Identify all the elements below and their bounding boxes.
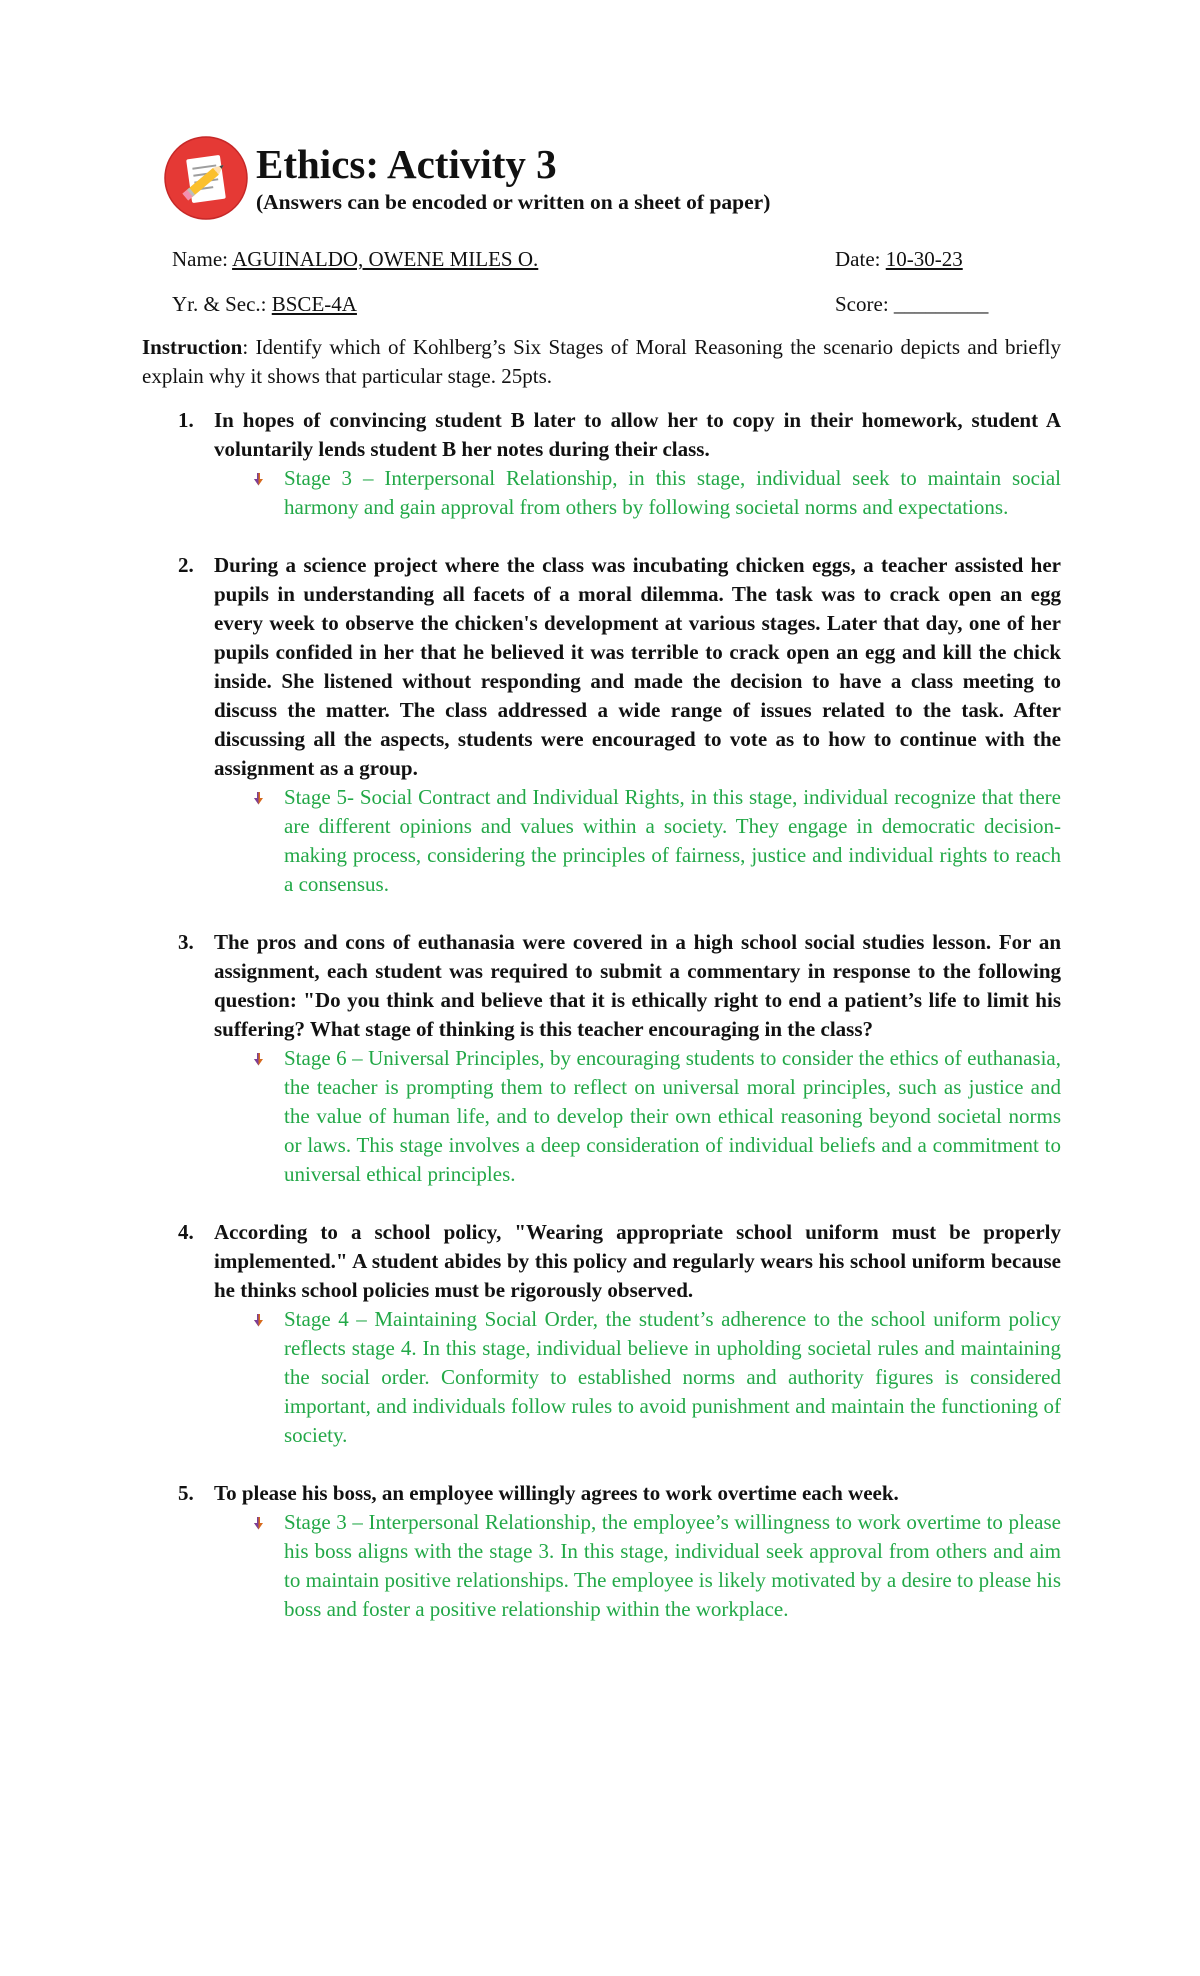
question-number: 3.: [178, 930, 194, 954]
question-text: To please his boss, an employee willingly agrees to work overtime each week.: [214, 1481, 899, 1505]
section-value: BSCE-4A: [271, 292, 357, 316]
date-field: [835, 247, 963, 272]
question-number: 1.: [178, 408, 194, 432]
section-label: Yr. & Sec.:: [172, 292, 267, 316]
document-header: [164, 136, 1064, 226]
score-value: _________: [893, 292, 989, 316]
question-number: 4.: [178, 1220, 194, 1244]
question-number: 2.: [178, 553, 194, 577]
answer-text: Stage 4 – Maintaining Social Order, the student’s adherence to the school uniform policy reflects stage 4. In this stage, individual believe in upholding societal rules and maintaining the social order. Conformity to established norms and authority figures is considered important, and individuals follow rules to avoid punishment and maintain the functioning of society.: [284, 1307, 1061, 1447]
question-list: [142, 406, 1061, 1653]
question-text: The pros and cons of euthanasia were covered in a high school social studies lesson. For an assignment, each student was required to submit a commentary in response to the following question: "Do you think and believe that it is ethically right to end a patient’s life to limit his suffering? What stage of thinking is this teacher encouraging in the class?: [214, 930, 1061, 1041]
document-title: Ethics: Activity 3: [256, 141, 557, 187]
question-text: According to a school policy, "Wearing appropriate school uniform must be properly implemented." A student abides by this policy and regularly wears his school uniform because he thinks school policies must be rigorously observed.: [214, 1220, 1061, 1302]
instruction-label: Instruction: [142, 335, 243, 359]
arrow-bullet-icon: [252, 1053, 265, 1066]
question-item: [142, 406, 1061, 522]
answer-item: [214, 1305, 1061, 1450]
document-subtitle: (Answers can be encoded or written on a sheet of paper): [256, 190, 771, 214]
arrow-bullet-icon: [252, 1517, 265, 1530]
score-field: [835, 292, 988, 317]
answer-item: [214, 783, 1061, 899]
name-field: [172, 247, 538, 272]
notepad-pencil-icon: [164, 136, 248, 220]
name-label: Name:: [172, 247, 228, 271]
arrow-bullet-icon: [252, 792, 265, 805]
question-text: During a science project where the class was incubating chicken eggs, a teacher assisted her pupils in understanding all facets of a moral dilemma. The task was to crack open an egg every week to observe the chicken's development at various stages. Later that day, one of her pupils confided in her that he believed it was terrible to crack open an egg and kill the chick inside. She listened without responding and made the decision to have a class meeting to discuss the matter. The class addressed a wide range of issues related to the task. After discussing all the aspects, students were encouraged to vote as to how to continue with the assignment as a group.: [214, 553, 1061, 780]
question-number: 5.: [178, 1481, 194, 1505]
answer-text: Stage 6 – Universal Principles, by encouraging students to consider the ethics of euthanasia, the teacher is prompting them to reflect on universal moral principles, such as justice and the value of human life, and to develop their own ethical reasoning beyond societal norms or laws. This stage involves a deep consideration of individual beliefs and a commitment to universal ethical principles.: [284, 1046, 1061, 1186]
arrow-bullet-icon: [252, 473, 265, 486]
question-item: [142, 928, 1061, 1189]
answer-text: Stage 3 – Interpersonal Relationship, in this stage, individual seek to maintain social harmony and gain approval from others by following societal norms and expectations.: [284, 466, 1061, 519]
section-field: [172, 292, 357, 317]
answer-item: [214, 1508, 1061, 1624]
question-item: [142, 551, 1061, 899]
arrow-bullet-icon: [252, 1314, 265, 1327]
question-item: [142, 1218, 1061, 1450]
score-label: Score:: [835, 292, 889, 316]
answer-item: [214, 464, 1061, 522]
name-value: AGUINALDO, OWENE MILES O.: [232, 247, 539, 271]
date-value: 10-30-23: [885, 247, 963, 271]
answer-text: Stage 3 – Interpersonal Relationship, the employee’s willingness to work overtime to please his boss aligns with the stage 3. In this stage, individual seek approval from others and aim to maintain positive relationships. The employee is likely motivated by a desire to please his boss and foster a positive relationship within the workplace.: [284, 1510, 1061, 1621]
question-text: In hopes of convincing student B later to allow her to copy in their homework, student A voluntarily lends student B her notes during their class.: [214, 408, 1061, 461]
answer-item: [214, 1044, 1061, 1189]
instruction-text: : Identify which of Kohlberg’s Six Stages of Moral Reasoning the scenario depicts and briefly explain why it shows that particular stage. 25pts.: [142, 335, 1061, 388]
instruction-paragraph: [142, 333, 1061, 391]
date-label: Date:: [835, 247, 881, 271]
question-item: [142, 1479, 1061, 1624]
answer-text: Stage 5- Social Contract and Individual Rights, in this stage, individual recognize that there are different opinions and values within a society. They engage in democratic decision-making process, considering the principles of fairness, justice and individual rights to reach a consensus.: [284, 785, 1061, 896]
